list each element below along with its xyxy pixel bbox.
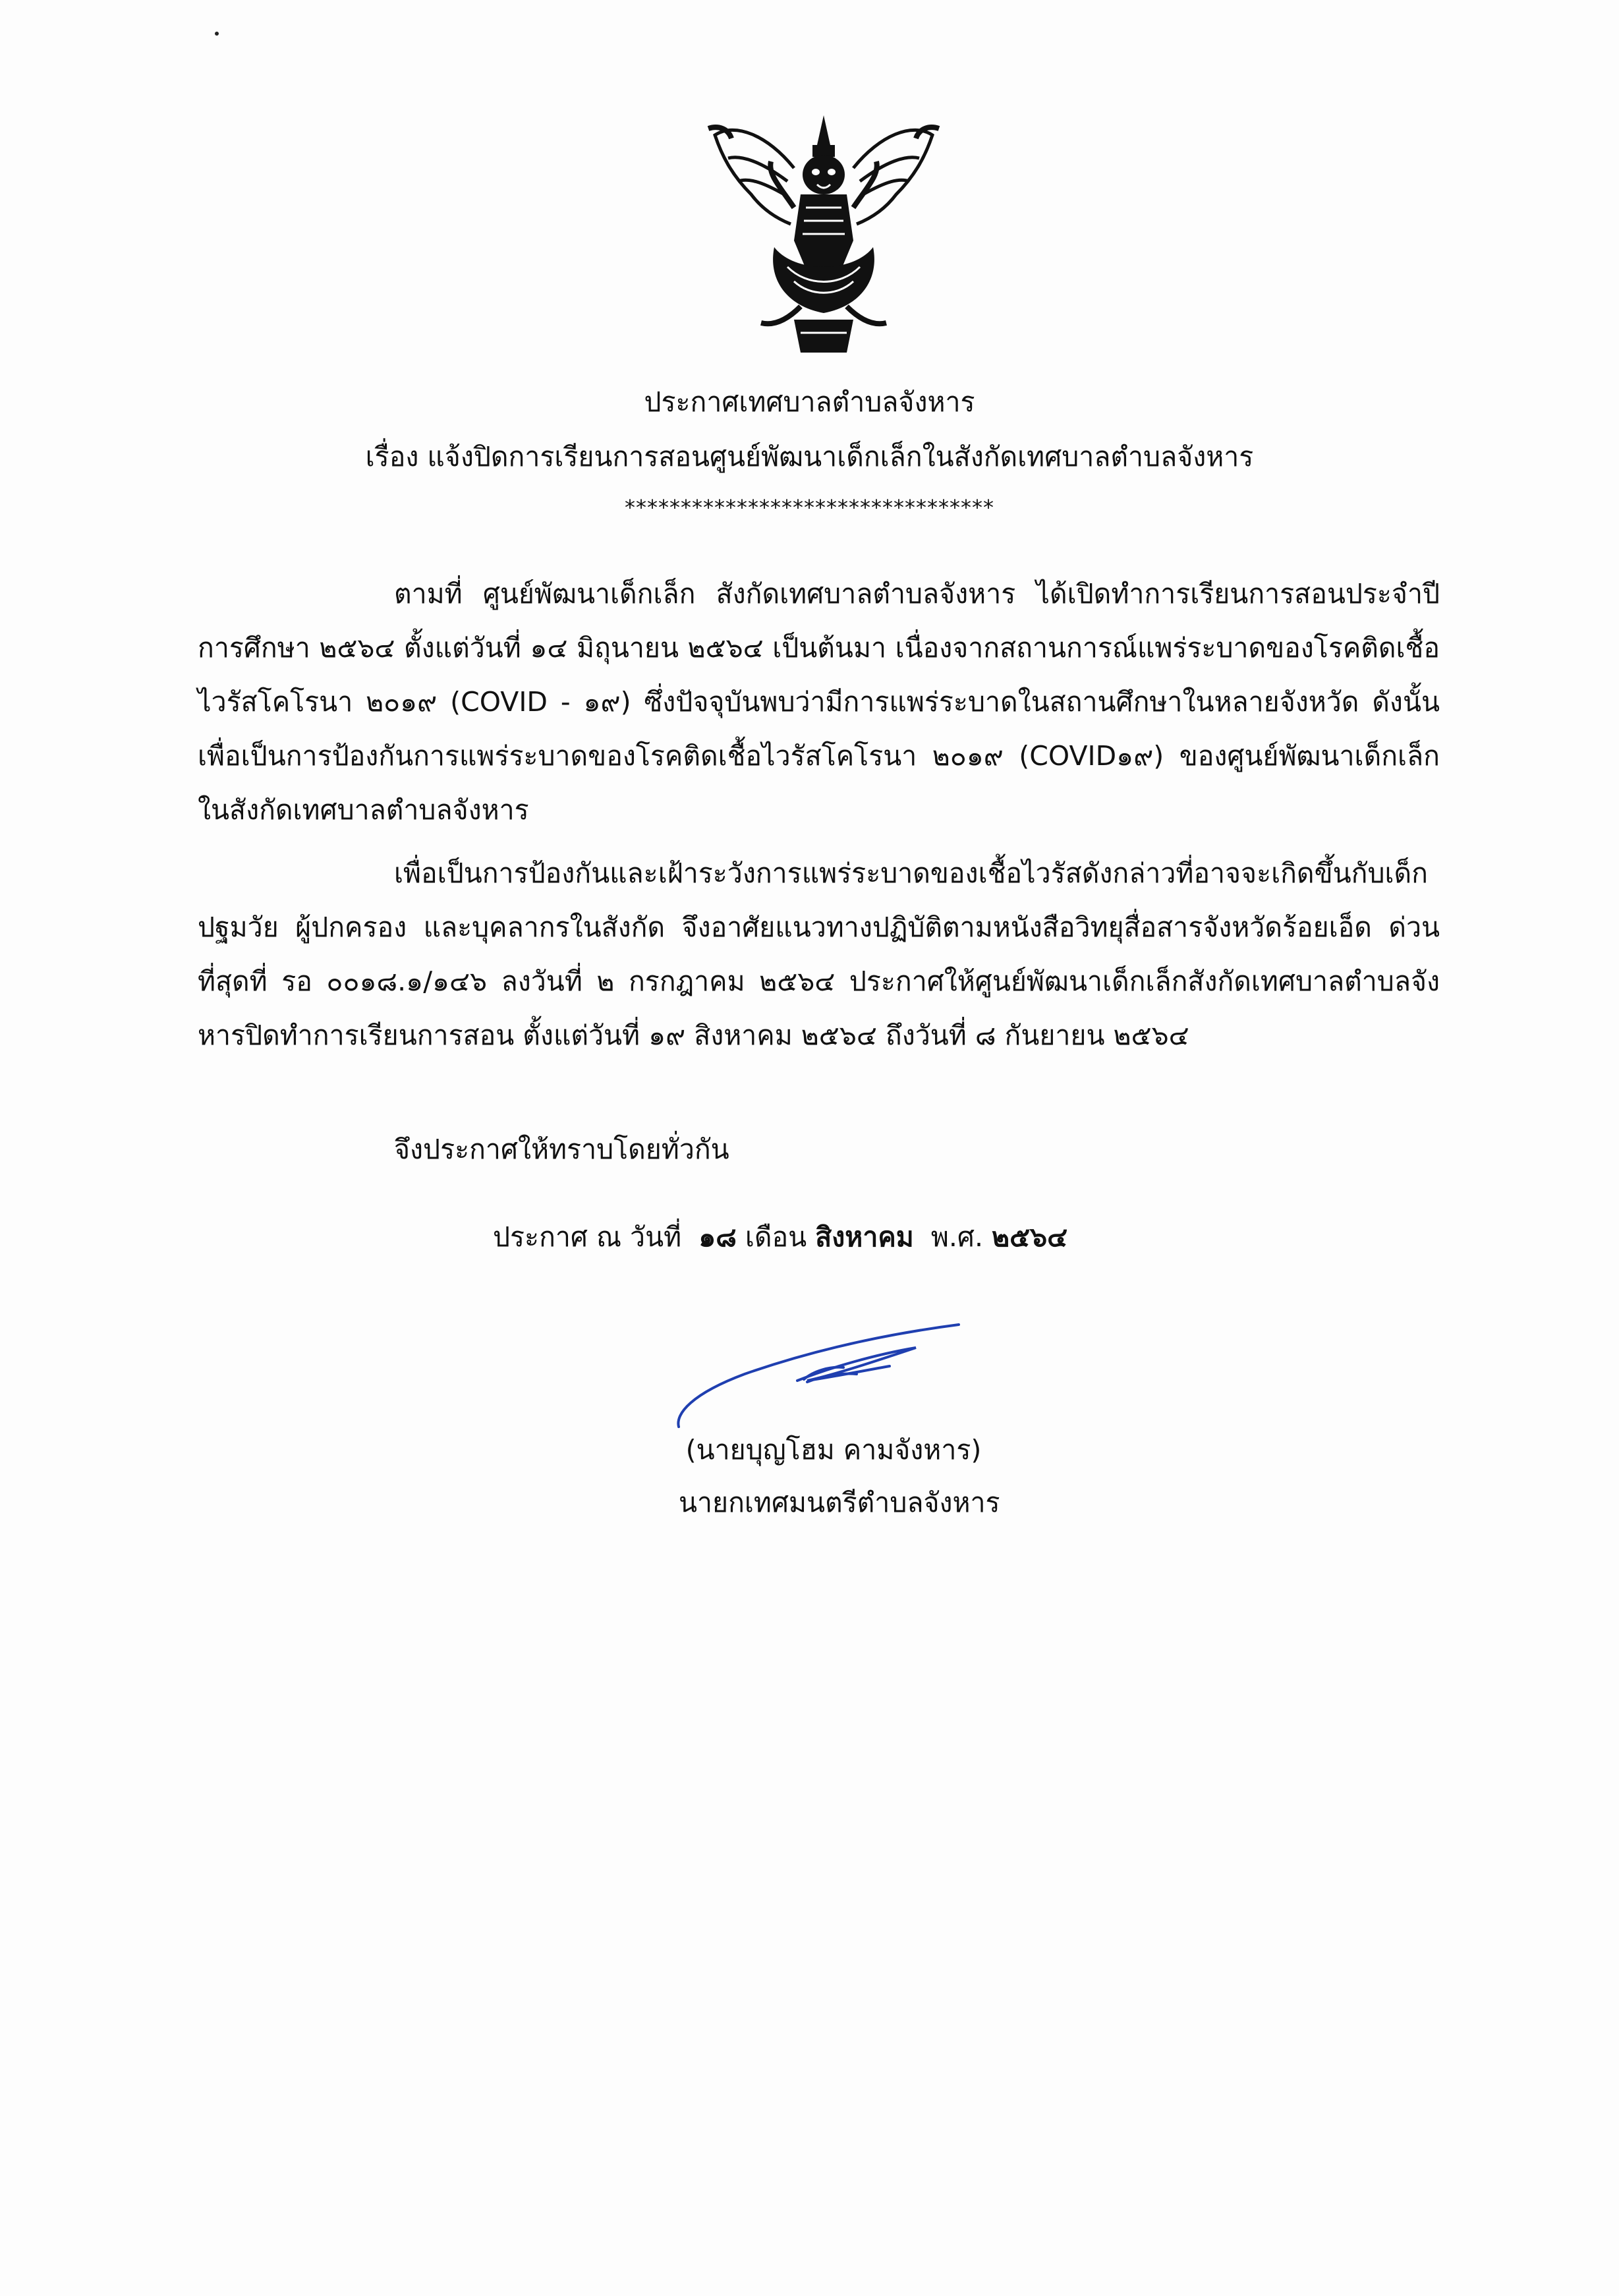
date-year-label: พ.ศ. — [930, 1221, 983, 1253]
announcement-title: ประกาศเทศบาลตำบลจังหาร — [644, 386, 975, 418]
closing-statement: จึงประกาศให้ทราบโดยทั่วกัน — [394, 1134, 729, 1165]
paragraph-2-text: เพื่อเป็นการป้องกันและเฝ้าระวังการแพร่ระบาดของเชื้อไวรัสดังกล่าวที่อาจจะเกิดขึ้นกับเด็กปฐมวัย ผู้ปกครอง และบุคลากรในสังกัด จึงอาศัยแนวทางปฏิบัติตามหนังสือวิทยุสื่อสารจังหวัดร้อยเอ็ด ด่วนที่สุดที่ รอ ๐๐๑๘.๑/๑๔๖ ลงวันที่ ๒ กรกฎาคม ๒๕๖๔ ประกาศให้ศูนย์พัฒนาเด็กเล็กสังกัดเทศบาลตำบลจังหารปิดทำการเรียนการสอน ตั้งแต่วันที่ ๑๙ สิงหาคม ๒๕๖๔ ถึงวันที่ ๘ กันยายน ๒๕๖๔ — [198, 857, 1440, 1051]
body-paragraph-2 — [198, 846, 1440, 1062]
announcement-subject: เรื่อง แจ้งปิดการเรียนการสอนศูนย์พัฒนาเด็กเล็กในสังกัดเทศบาลตำบลจังหาร — [365, 441, 1254, 473]
body-paragraph-1 — [198, 567, 1440, 837]
separator-line: ********************************* — [625, 495, 994, 520]
signatory-name: (นายบุญโฮม คามจังหาร) — [685, 1434, 982, 1466]
garuda-emblem-icon — [695, 109, 952, 366]
date-month: สิงหาคม — [815, 1221, 914, 1253]
date-prefix: ประกาศ ณ วันที่ — [493, 1221, 682, 1253]
scan-speck — [215, 32, 219, 36]
handwritten-signature — [666, 1315, 982, 1447]
date-month-label: เดือน — [745, 1221, 807, 1253]
paragraph-1-text: ตามที่ ศูนย์พัฒนาเด็กเล็ก สังกัดเทศบาลตำบลจังหาร ได้เปิดทำการเรียนการสอนประจำปีการศึกษา ๒๕๖๔ ตั้งแต่วันที่ ๑๔ มิถุนายน ๒๕๖๔ เป็นต้นมา เนื่องจากสถานการณ์แพร่ระบาดของโรคติดเชื้อไวรัสโคโรนา ๒๐๑๙ (COVID - ๑๙) ซึ่งปัจจุบันพบว่ามีการแพร่ระบาดในสถานศึกษาในหลายจังหวัด ดังนั้นเพื่อเป็นการป้องกันการแพร่ระบาดของโรคติดเชื้อไวรัสโคโรนา ๒๐๑๙ (COVID๑๙) ของศูนย์พัฒนาเด็กเล็กในสังกัดเทศบาลตำบลจังหาร — [198, 578, 1440, 826]
signatory-position: นายกเทศมนตรีตำบลจังหาร — [679, 1487, 1000, 1518]
date-year: ๒๕๖๔ — [992, 1221, 1068, 1253]
date-day: ๑๘ — [698, 1221, 737, 1253]
date-line — [493, 1217, 1067, 1257]
